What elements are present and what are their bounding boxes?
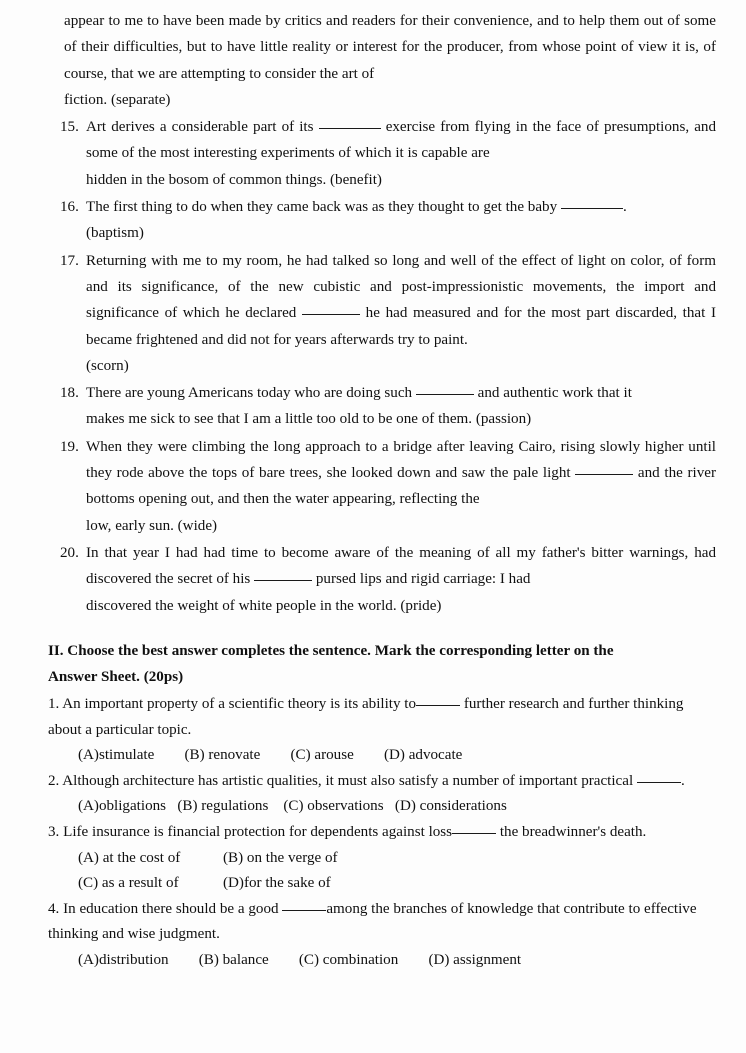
- question-stem-before: 2. Although architecture has artistic qualities, it must also satisfy a number of important practical: [48, 772, 634, 789]
- fill-in-item: [60, 434, 716, 539]
- continued-paragraph-last-line: fiction. (separate): [64, 91, 171, 108]
- answer-blank[interactable]: [452, 833, 496, 834]
- question-stem-after: the breadwinner's death.: [499, 823, 647, 840]
- answer-blank[interactable]: [561, 208, 623, 209]
- answer-blank[interactable]: [575, 474, 633, 475]
- question-stem: [48, 692, 716, 743]
- item-text-after: exercise from flying in the face of presumptions, and some of the most interesting experiments of which it is capable are: [86, 119, 716, 162]
- question-stem-before: 1. An important property of a scientific theory is its ability to: [48, 696, 417, 713]
- question-options[interactable]: (A)obligations (B) regulations (C) observations (D) considerations: [78, 798, 507, 815]
- option-a[interactable]: (A) at the cost of: [78, 849, 181, 866]
- item-tail: hidden in the bosom of common things. (benefit): [86, 171, 382, 188]
- answer-blank[interactable]: [302, 314, 360, 315]
- item-tail: low, early sun. (wide): [86, 517, 218, 534]
- option-row: [78, 871, 716, 897]
- answer-blank[interactable]: [416, 705, 460, 706]
- item-number: 19.: [60, 438, 79, 455]
- fill-in-item: [60, 380, 716, 433]
- item-text-before: There are young Americans today who are doing such: [86, 385, 413, 402]
- answer-blank[interactable]: [416, 394, 474, 395]
- item-number: 17.: [60, 252, 79, 269]
- question-options: [48, 846, 716, 897]
- option-row: [78, 846, 716, 872]
- item-tail: (baptism): [86, 225, 144, 242]
- question-stem-before: 4. In education there should be a good: [48, 900, 279, 917]
- fill-in-item: [60, 540, 716, 619]
- section-two-heading-line-2: Answer Sheet. (20ps): [48, 669, 184, 686]
- question-stem-before: 3. Life insurance is financial protection for dependents against loss: [48, 823, 453, 840]
- item-tail: (scorn): [86, 357, 129, 374]
- fill-in-item: [60, 114, 716, 193]
- answer-blank[interactable]: [254, 580, 312, 581]
- item-text-before: When they were climbing the long approach to a bridge after leaving Cairo, rising slowly higher until they rode above the tops of bare trees, she looked down and saw the pale light: [86, 438, 716, 482]
- fill-in-item: [60, 194, 716, 247]
- item-text-after: pursed lips and rigid carriage: I had: [315, 571, 531, 588]
- option-b[interactable]: (B) on the verge of: [223, 849, 338, 866]
- question-stem: [48, 897, 716, 948]
- item-text-before: Returning with me to my room, he had talked so long and well of the effect of light on color, of form and its significance, of the new cubistic and post-impressionistic movements, the import and significance of which he declared: [86, 252, 716, 322]
- item-tail: makes me sick to see that I am a little too old to be one of them. (passion): [86, 411, 532, 428]
- item-number: 16.: [60, 199, 79, 216]
- item-number: 18.: [60, 385, 79, 402]
- item-text-before: Art derives a considerable part of its: [86, 119, 314, 136]
- option-c[interactable]: (C) as a result of: [78, 875, 179, 892]
- item-text-after: .: [622, 199, 627, 216]
- question-stem-after: .: [680, 772, 685, 789]
- item-text-after: and the river bottoms opening out, and then the water appearing, reflecting the: [86, 465, 716, 508]
- question-stem: [48, 769, 716, 795]
- option-d[interactable]: (D)for the sake of: [223, 875, 331, 892]
- item-tail: discovered the weight of white people in the world. (pride): [86, 597, 442, 614]
- question-stem-after: further research and further thinking about a particular topic.: [48, 696, 684, 738]
- section-two-heading-line-1: II. Choose the best answer completes the sentence. Mark the corresponding letter on the: [48, 642, 614, 659]
- continued-paragraph-body: appear to me to have been made by critics and readers for their convenience, and to help them out of some of their difficulties, but to have little reality or interest for the producer, from whose point of view it is, of course, that we are attempting to consider the art of: [64, 13, 716, 82]
- item-text-before: The first thing to do when they came back was as they thought to get the baby: [86, 199, 558, 216]
- answer-blank[interactable]: [319, 128, 381, 129]
- question-stem-after: among the branches of knowledge that contribute to effective thinking and wise judgment.: [48, 900, 697, 943]
- fill-in-item: [60, 248, 716, 379]
- answer-blank[interactable]: [282, 910, 326, 911]
- item-number: 20.: [60, 544, 79, 561]
- part-two-section: [16, 639, 730, 974]
- item-text-before: In that year I had had time to become aware of the meaning of all my father's bitter warnings, had discovered the secret of his: [86, 544, 716, 588]
- question-stem: [48, 820, 716, 846]
- continued-paragraph: [60, 8, 716, 113]
- question-options[interactable]: (A)stimulate (B) renovate (C) arouse (D) advocate: [78, 747, 463, 764]
- answer-blank[interactable]: [637, 782, 681, 783]
- item-text-after: and authentic work that it: [477, 385, 632, 402]
- question-options[interactable]: (A)distribution (B) balance (C) combination (D) assignment: [78, 951, 522, 968]
- part-one-section: [16, 8, 730, 619]
- item-number: 15.: [60, 119, 79, 136]
- item-text-after: he had measured and for the most part discarded, that I became frightened and did not for years afterwards try to paint.: [86, 305, 716, 348]
